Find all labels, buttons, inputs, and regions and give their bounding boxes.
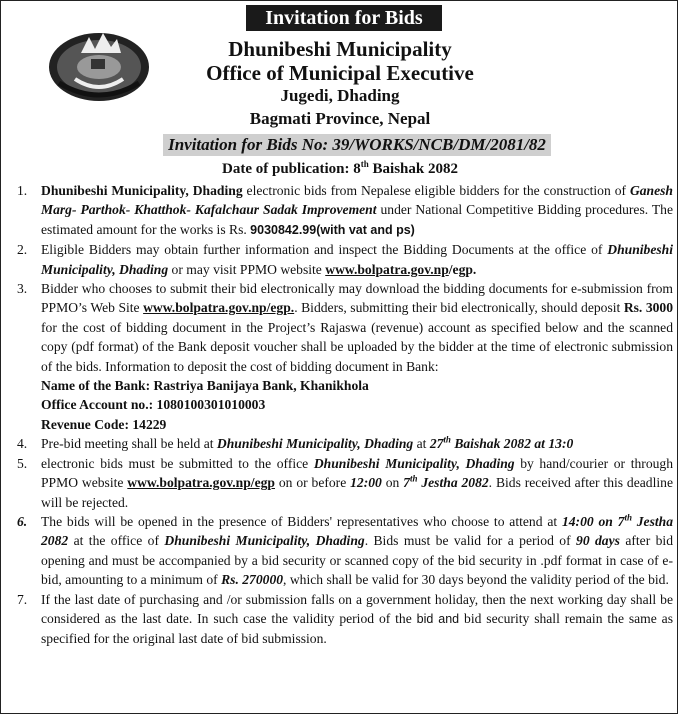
municipality-name: Dhunibeshi Municipality (228, 37, 452, 61)
notice-items (1, 181, 678, 649)
publication-date: Date of publication: 8th Baishak 2082 (222, 159, 458, 177)
list-item-6: 6. The bids will be opened in the presence of Bidders' representatives who choose to attend at 14:00 on 7th Jestha 2082 at the office of Dhunibeshi Municipality, Dhading. Bids must be valid for a period of 90 days after bid opening and must be accompanied by a bid security or scanned copy of the bid security in .pdf format in case of e-bid, amounting to a minimum of Rs. 270000, which shall be valid for 30 days beyond the validity period of the bid. (17, 512, 674, 588)
list-item-2: 2. Eligible Bidders may obtain further information and inspect the Bidding Documents at the office of Dhunibeshi Municipality, Dhading or may visit PPMO website www.bolpatra.gov.np/egp. (17, 242, 673, 277)
list-item-5: 5. electronic bids must be submitted to the office Dhunibeshi Municipality, Dhading by hand/courier or through PPMO website www.bolpatra.gov.np/egp on or before 12:00 on 7th Jestha 2082. Bids received after this deadline will be rejected. (17, 455, 674, 510)
ifb-number: Invitation for Bids No: 39/WORKS/NCB/DM/2081/82 (163, 134, 551, 156)
office-name: Office of Municipal Executive (206, 61, 474, 85)
list-item-4: 4. Pre-bid meeting shall be held at Dhunibeshi Municipality, Dhading at 27th Baishak 2082 at 13:0 (17, 434, 574, 452)
notice-banner: Invitation for Bids (246, 5, 442, 31)
revenue-code: Revenue Code: 14229 (41, 416, 167, 432)
ppmo-egp-link[interactable]: www.bolpatra.gov.np/egp. (143, 300, 295, 316)
bank-name: Name of the Bank: Rastriya Banijaya Bank, Khanikhola (41, 378, 369, 394)
list-item-1: 1. Dhunibeshi Municipality, Dhading electronic bids from Nepalese eligible bidders for the construction of Ganesh Marg- Parthok- Khatthok- Kafalchaur Sadak Improvement under National Competitive Bidding procedures. The estimated amount for the works is Rs. 9030842.99(with vat and ps) (17, 183, 673, 237)
ppmo-egp-link-2[interactable]: www.bolpatra.gov.np/egp (127, 475, 275, 491)
list-item-7: 7. If the last date of purchasing and /or submission falls on a government holiday, then the next working day shall be considered as the last date. In such case the validity period of the bid and bid security shall remain the same as specified for the original last date of bid submission. (17, 591, 673, 647)
office-account: Office Account no.: 1080100301010003 (41, 397, 266, 413)
province-name: Bagmati Province, Nepal (249, 109, 431, 128)
ppmo-link[interactable]: www.bolpatra.gov.np (325, 261, 449, 277)
list-item-3: 3. Bidder who chooses to submit their bid electronically may download the bidding documents for e-submission from PPMO’s Web Site www.bolpatra.gov.np/egp.. Bidders, submitting their bid electronically, should deposit Rs. 3000 for the cost of bidding document in the Project’s Rajaswa (revenue) account as specified below and the scanned copy (pdf format) of the Bank deposit voucher shall be uploaded by the bidder at the time of electronic submission of the bids. Information to deposit the cost of bidding document in Bank: Name of the Bank: Rastriya Banijaya Bank, Khanikhola Office Account no.: 1080100301010003 Revenue Code: 14229 (17, 281, 674, 432)
office-location: Jugedi, Dhading (280, 86, 400, 105)
